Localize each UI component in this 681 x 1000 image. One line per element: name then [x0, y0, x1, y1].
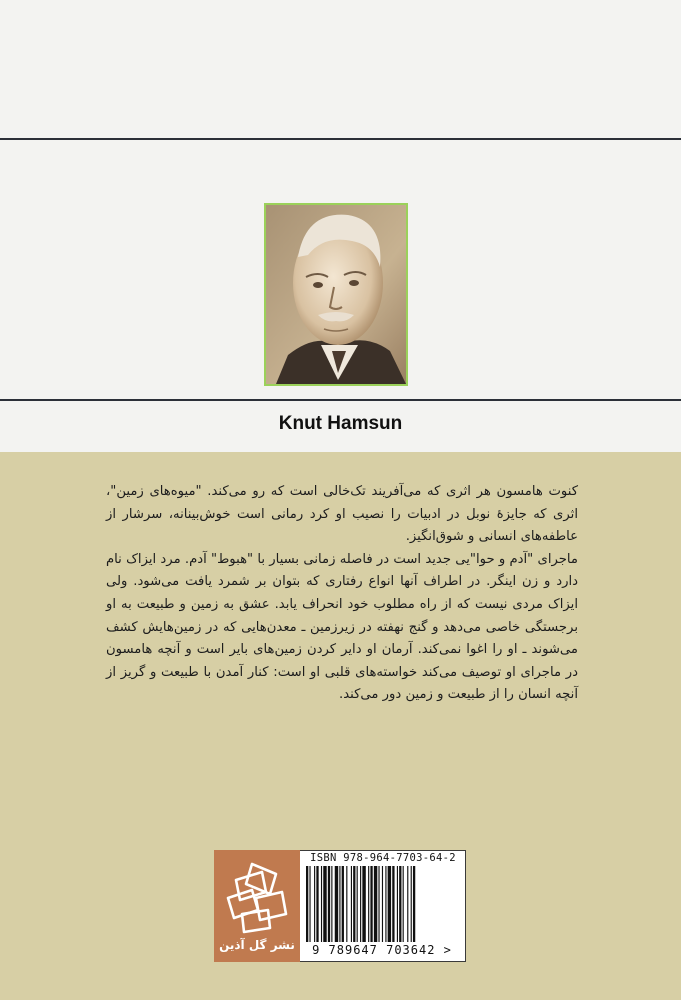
author-portrait	[264, 203, 408, 386]
book-blurb	[106, 481, 578, 707]
isbn-number: ISBN 978-964-7703-64-2	[310, 852, 456, 864]
top-divider	[0, 138, 681, 140]
ean-digits: 9 789647 703642 >	[312, 943, 452, 957]
author-photo-icon	[266, 205, 406, 384]
author-name: Knut Hamsun	[278, 413, 403, 434]
publisher-logo	[214, 850, 300, 962]
stacked-books-icon	[222, 858, 292, 934]
blurb-paragraph-2: ماجرای "آدم و حوا"یی جدید است در فاصله زمانی بسیار با "هبوط" آدم. مرد ایزاک نام دارد و زن اینگر. در اطراف آنها انواع رفتاری که بتوان بر شمرد یافت می‌شود. ولی ایزاک مردی نیست که از راه مطلوب خود انحراف یابد. عشق به زمین و طبیعت به او برجستگی خاصی می‌دهد و گنج نهفته در زیرزمین ـ معدن‌هایی که در زمین‌هایش کشف می‌شوند ـ او را اغوا نمی‌کند. آرمان او دایر کردن زمین‌های بایر است و آنچه هامسون در ماجرای او توصیف می‌کند خواسته‌های قلبی او است: کنار آمدن با طبیعت و گریز از آنچه انسان را از طبیعت و زمین دور می‌کند.	[106, 551, 578, 703]
blurb-paragraph-1: کنوت هامسون هر اثری که می‌آفریند تک‌خالی است که رو می‌کند. "میوه‌های زمین"، اثری که جایزهٔ نوبل در ادبیات را نصیب او کرد رمانی است خوش‌بینانه، سرشار از عاطفه‌های انسانی و شوق‌انگیز.	[106, 484, 578, 545]
barcode-bars	[306, 866, 458, 942]
publisher-name: نشر گل آذین	[219, 938, 295, 952]
bottom-divider	[0, 399, 681, 401]
